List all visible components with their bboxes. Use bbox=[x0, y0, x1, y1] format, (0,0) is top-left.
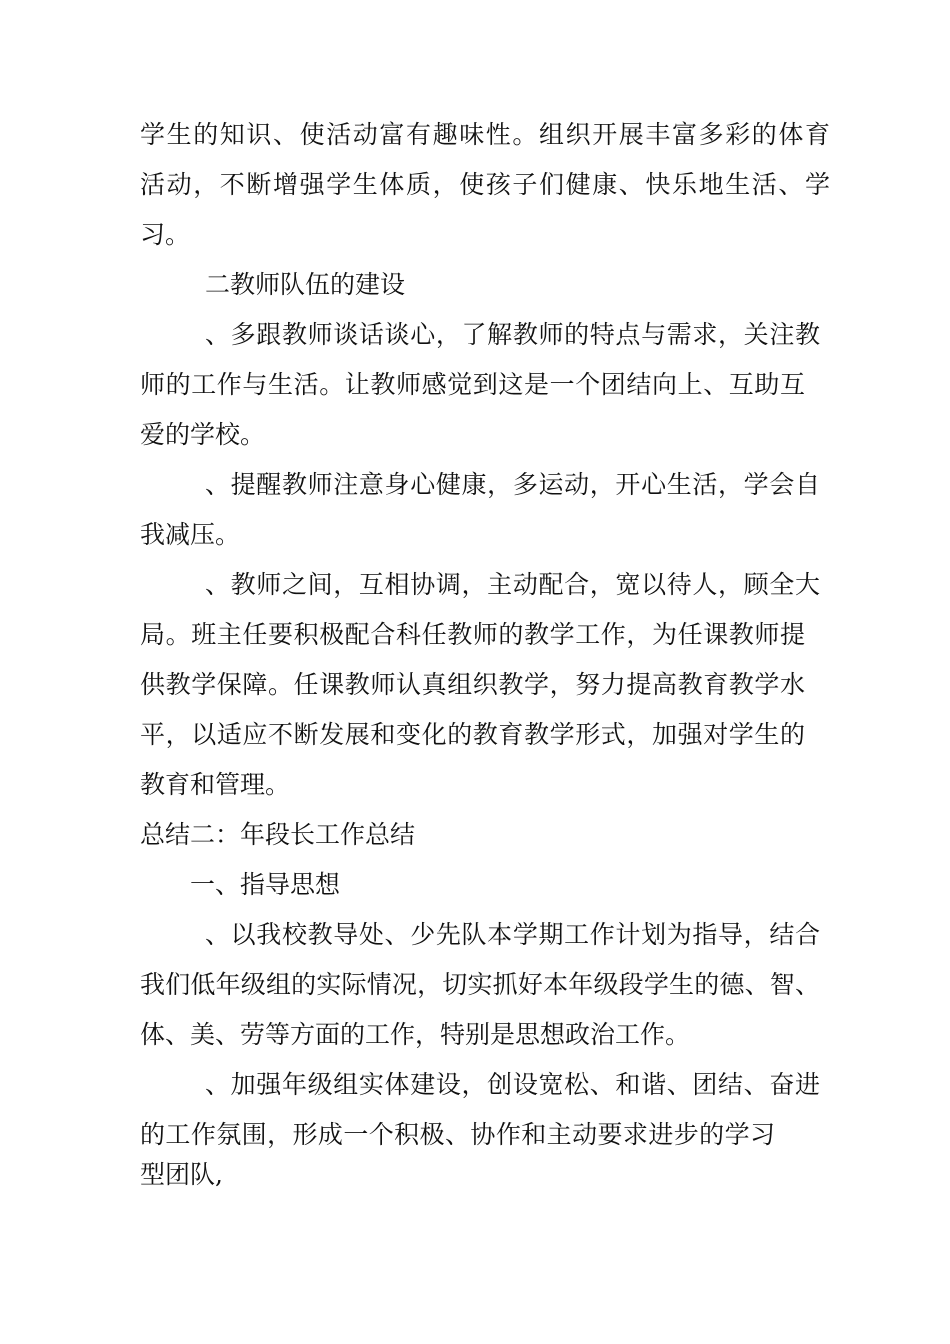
text-line: 我减压。 bbox=[140, 520, 241, 549]
text-line: 活动，不断增强学生体质，使孩子们健康、快乐地生活、学 bbox=[140, 170, 830, 199]
text-line: 我们低年级组的实际情况，切实抓好本年级段学生的德、智、 bbox=[140, 970, 820, 999]
text-line: 师的工作与生活。让教师感觉到这是一个团结向上、互助互 bbox=[140, 370, 805, 399]
text-line: 型团队, bbox=[140, 1160, 223, 1189]
section-heading: 一、指导思想 bbox=[190, 870, 341, 899]
text-line: 学生的知识、使活动富有趣味性。组织开展丰富多彩的体育 bbox=[140, 120, 830, 149]
text-line: 、加强年级组实体建设，创设宽松、和谐、团结、奋进 bbox=[205, 1070, 820, 1099]
text-line: 、以我校教导处、少先队本学期工作计划为指导，结合 bbox=[205, 920, 820, 949]
text-line: 习。 bbox=[140, 220, 191, 249]
text-line: 的工作氛围，形成一个积极、协作和主动要求进步的学习 bbox=[140, 1120, 775, 1149]
text-line: 平，以适应不断发展和变化的教育教学形式，加强对学生的 bbox=[140, 720, 805, 749]
section-heading: 二教师队伍的建设 bbox=[205, 270, 406, 299]
text-line: 、多跟教师谈话谈心，了解教师的特点与需求，关注教 bbox=[205, 320, 820, 349]
text-line: 体、美、劳等方面的工作，特别是思想政治工作。 bbox=[140, 1020, 691, 1049]
section-heading: 总结二：年段长工作总结 bbox=[140, 820, 416, 849]
text-line: 爱的学校。 bbox=[140, 420, 266, 449]
text-line: 教育和管理。 bbox=[140, 770, 291, 799]
text-line: 供教学保障。任课教师认真组织教学，努力提高教育教学水 bbox=[140, 670, 805, 699]
text-line: 局。班主任要积极配合科任教师的教学工作，为任课教师提 bbox=[140, 620, 805, 649]
text-line: 、提醒教师注意身心健康，多运动，开心生活，学会自 bbox=[205, 470, 820, 499]
text-line: 、教师之间，互相协调，主动配合，宽以待人，顾全大 bbox=[205, 570, 820, 599]
